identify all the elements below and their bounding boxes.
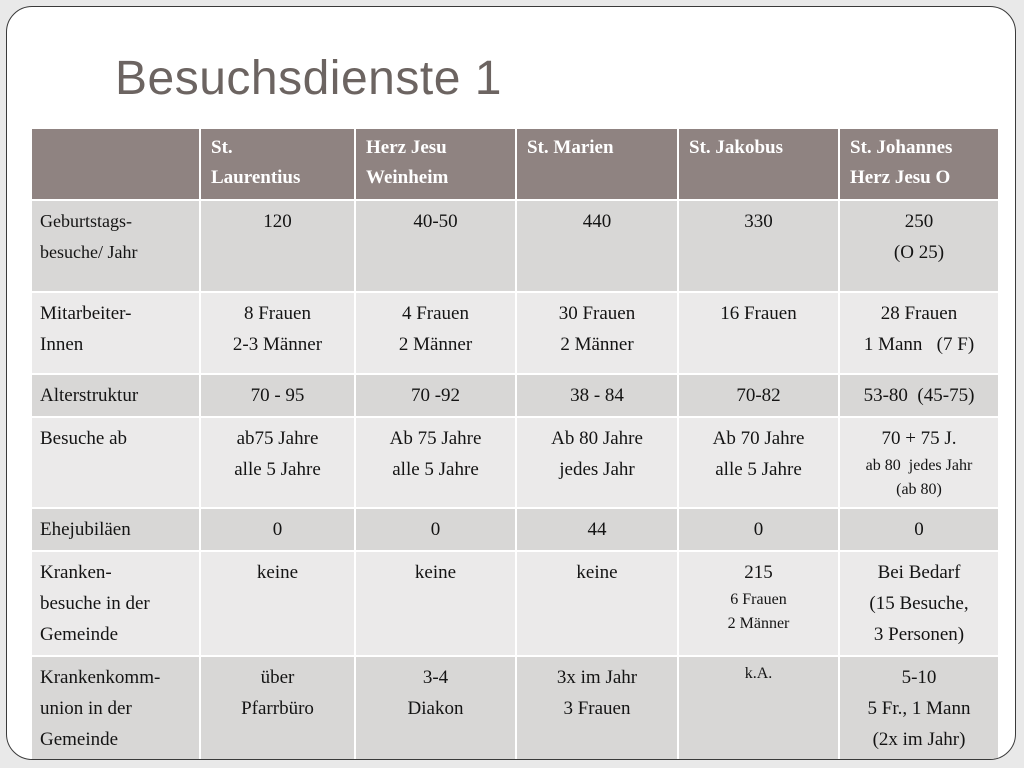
table-cell: 44	[516, 508, 678, 551]
table-cell: 3x im Jahr 3 Frauen	[516, 656, 678, 760]
table-cell: keine	[200, 551, 355, 656]
table-cell: 0	[355, 508, 516, 551]
table-cell: 330	[678, 200, 839, 292]
table-cell: k.A.	[678, 656, 839, 760]
header-cell-st-jakobus: St. Jakobus	[678, 128, 839, 200]
header-cell-st-laurentius: St. Laurentius	[200, 128, 355, 200]
row-label: Kranken- besuche in der Gemeinde	[31, 551, 200, 656]
table-cell: 70 + 75 J. ab 80 jedes Jahr (ab 80)	[839, 417, 999, 508]
table-cell: Ab 75 Jahre alle 5 Jahre	[355, 417, 516, 508]
table-cell: 5-10 5 Fr., 1 Mann (2x im Jahr)	[839, 656, 999, 760]
header-cell-empty	[31, 128, 200, 200]
table-cell: 0	[839, 508, 999, 551]
table-row	[31, 551, 999, 656]
table-cell: keine	[516, 551, 678, 656]
slide	[6, 6, 1016, 760]
table-row	[31, 417, 999, 508]
table-cell: über Pfarrbüro	[200, 656, 355, 760]
header-cell-herz-jesu-weinheim: Herz Jesu Weinheim	[355, 128, 516, 200]
table-cell: 28 Frauen 1 Mann (7 F)	[839, 292, 999, 374]
row-label: Alterstruktur	[31, 374, 200, 417]
table-row	[31, 374, 999, 417]
row-label: Krankenkomm- union in der Gemeinde	[31, 656, 200, 760]
table-cell: 120	[200, 200, 355, 292]
table-cell: ab75 Jahre alle 5 Jahre	[200, 417, 355, 508]
visiting-services-table	[30, 127, 1000, 760]
table-cell: 40-50	[355, 200, 516, 292]
table-row	[31, 292, 999, 374]
table-row	[31, 200, 999, 292]
row-label: Geburtstags- besuche/ Jahr	[31, 200, 200, 292]
table-cell: 215 6 Frauen 2 Männer	[678, 551, 839, 656]
row-label: Mitarbeiter- Innen	[31, 292, 200, 374]
row-label: Besuche ab	[31, 417, 200, 508]
table-cell: 30 Frauen 2 Männer	[516, 292, 678, 374]
table-cell: Ab 70 Jahre alle 5 Jahre	[678, 417, 839, 508]
table-cell: 53-80 (45-75)	[839, 374, 999, 417]
slide-title: Besuchsdienste 1	[115, 52, 502, 105]
table-cell: Ab 80 Jahre jedes Jahr	[516, 417, 678, 508]
table-cell: 250 (O 25)	[839, 200, 999, 292]
table-cell: 0	[200, 508, 355, 551]
table-cell: 440	[516, 200, 678, 292]
table-row	[31, 508, 999, 551]
table-row	[31, 656, 999, 760]
header-cell-st-marien: St. Marien	[516, 128, 678, 200]
table-cell: keine	[355, 551, 516, 656]
table-cell: 8 Frauen 2-3 Männer	[200, 292, 355, 374]
table-cell: 38 - 84	[516, 374, 678, 417]
header-cell-st-johannes: St. Johannes Herz Jesu O	[839, 128, 999, 200]
table-cell: Bei Bedarf (15 Besuche, 3 Personen)	[839, 551, 999, 656]
table-cell: 0	[678, 508, 839, 551]
table-cell: 16 Frauen	[678, 292, 839, 374]
table-cell: 70 - 95	[200, 374, 355, 417]
table-cell: 4 Frauen 2 Männer	[355, 292, 516, 374]
table-header-row	[31, 128, 999, 200]
table-cell: 3-4 Diakon	[355, 656, 516, 760]
table-cell: 70-82	[678, 374, 839, 417]
row-label: Ehejubiläen	[31, 508, 200, 551]
table-cell: 70 -92	[355, 374, 516, 417]
